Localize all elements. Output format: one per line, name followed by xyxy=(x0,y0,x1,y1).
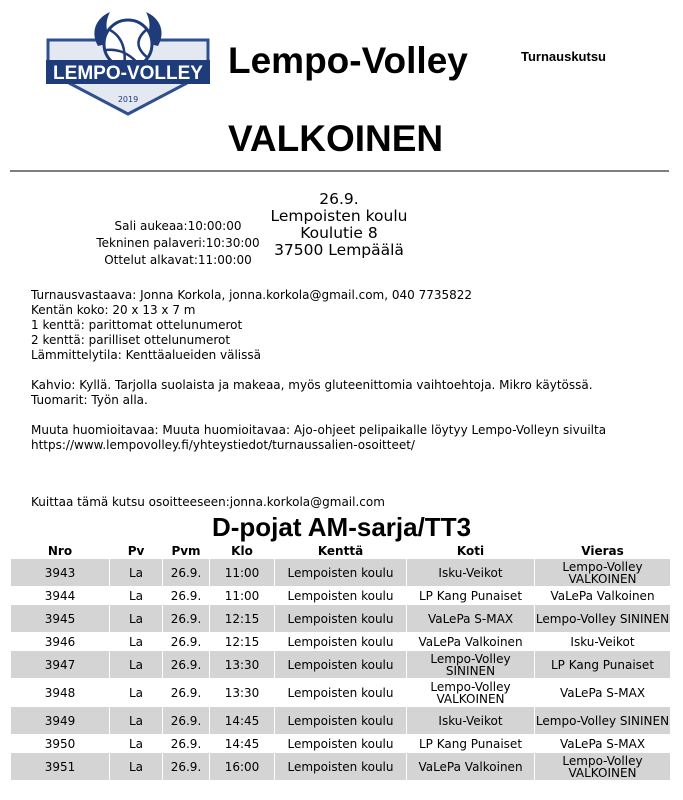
table-cell: 3950 xyxy=(11,735,110,753)
table-cell: 12:15 xyxy=(210,605,275,633)
info-line: Tuomarit: Työn alla. xyxy=(31,393,148,407)
info-block xyxy=(31,288,606,453)
table-cell: La xyxy=(110,679,163,707)
table-cell: Lempo-Volley VALKOINEN xyxy=(535,753,671,781)
table-cell: 26.9. xyxy=(163,633,210,651)
schedule-block xyxy=(88,218,268,269)
meeting-time: Tekninen palaveri:10:30:00 xyxy=(96,236,260,250)
table-row xyxy=(11,587,671,605)
team-title: VALKOINEN xyxy=(228,118,444,159)
table-cell: La xyxy=(110,651,163,679)
table-cell: VaLePa S-MAX xyxy=(535,735,671,753)
table-cell: La xyxy=(110,587,163,605)
hall-opens-time: Sali aukeaa:10:00:00 xyxy=(114,219,242,233)
info-line: Turnausvastaava: Jonna Korkola, jonna.korkola@gmail.com, 040 7735822 xyxy=(31,288,473,302)
logo-year: 2019 xyxy=(117,95,139,104)
table-cell: Isku-Veikot xyxy=(407,559,535,587)
table-cell: Lempoisten koulu xyxy=(275,679,407,707)
column-header: Pvm xyxy=(171,543,201,558)
lempo-volley-logo xyxy=(40,10,216,116)
table-cell: 26.9. xyxy=(163,605,210,633)
table-row xyxy=(11,753,671,781)
table-row xyxy=(11,559,671,587)
table-cell: Lempo-Volley SININEN xyxy=(535,605,671,633)
table-cell: Lempo-Volley VALKOINEN xyxy=(535,559,671,587)
table-cell: VaLePa Valkoinen xyxy=(407,753,535,781)
table-cell: 3948 xyxy=(11,679,110,707)
column-header: Kenttä xyxy=(317,543,364,558)
table-cell: Lempoisten koulu xyxy=(275,633,407,651)
table-row xyxy=(11,651,671,679)
table-cell: 14:45 xyxy=(210,707,275,735)
table-row xyxy=(11,605,671,633)
table-cell: 3949 xyxy=(11,707,110,735)
table-row xyxy=(11,633,671,651)
header-divider xyxy=(10,170,669,172)
table-cell: Lempoisten koulu xyxy=(275,587,407,605)
table-cell: 12:15 xyxy=(210,633,275,651)
acknowledge-text: Kuittaa tämä kutsu osoitteeseen:jonna.korkola@gmail.com xyxy=(31,495,385,509)
table-cell: La xyxy=(110,633,163,651)
column-header: Nro xyxy=(47,543,73,558)
table-cell: Lempoisten koulu xyxy=(275,735,407,753)
table-cell: 11:00 xyxy=(210,559,275,587)
table-cell: 13:30 xyxy=(210,651,275,679)
tournament-date: 26.9. xyxy=(319,190,359,208)
info-line: Kahvio: Kyllä. Tarjolla suolaista ja makeaa, myös gluteenittomia vaihtoehtoja. Mikro käytössä. xyxy=(31,378,593,392)
table-cell: Isku-Veikot xyxy=(407,707,535,735)
venue-city: 37500 Lempäälä xyxy=(274,241,404,259)
brand-title: Lempo-Volley xyxy=(228,40,468,81)
document-type: Turnauskutsu xyxy=(521,49,606,64)
table-cell: La xyxy=(110,559,163,587)
info-line: Kentän koko: 20 x 13 x 7 m xyxy=(31,303,196,317)
table-cell: La xyxy=(110,735,163,753)
logo-text: LEMPO-VOLLEY xyxy=(53,63,203,84)
venue-block xyxy=(250,191,428,259)
column-header: Klo xyxy=(231,543,253,558)
series-title: D-pojat AM-sarja/TT3 xyxy=(211,512,472,542)
games-start-time: Ottelut alkavat:11:00:00 xyxy=(104,253,252,267)
table-cell: 26.9. xyxy=(163,679,210,707)
table-cell: 26.9. xyxy=(163,735,210,753)
table-header-row xyxy=(11,543,671,559)
table-cell: La xyxy=(110,753,163,781)
table-cell: 11:00 xyxy=(210,587,275,605)
table-cell: LP Kang Punaiset xyxy=(407,587,535,605)
table-cell: Lempoisten koulu xyxy=(275,559,407,587)
table-cell: 14:45 xyxy=(210,735,275,753)
info-link[interactable]: https://www.lempovolley.fi/yhteystiedot/turnaussalien-osoitteet/ xyxy=(31,438,415,452)
table-cell: 3946 xyxy=(11,633,110,651)
table-cell: 26.9. xyxy=(163,559,210,587)
table-cell: Lempoisten koulu xyxy=(275,707,407,735)
table-cell: 26.9. xyxy=(163,707,210,735)
table-cell: VaLePa S-MAX xyxy=(535,679,671,707)
table-cell: Lempoisten koulu xyxy=(275,605,407,633)
table-cell: 13:30 xyxy=(210,679,275,707)
info-line: 1 kenttä: parittomat ottelunumerot xyxy=(31,318,243,332)
table-cell: 3945 xyxy=(11,605,110,633)
column-header: Pv xyxy=(127,543,145,558)
venue-name: Lempoisten koulu xyxy=(270,207,408,225)
table-cell: 26.9. xyxy=(163,651,210,679)
table-cell: 16:00 xyxy=(210,753,275,781)
table-cell: Lempoisten koulu xyxy=(275,651,407,679)
venue-street: Koulutie 8 xyxy=(300,224,378,242)
info-line xyxy=(31,363,606,378)
info-line: Lämmittelytila: Kenttäalueiden välissä xyxy=(31,348,261,362)
table-cell: 26.9. xyxy=(163,753,210,781)
table-cell: Isku-Veikot xyxy=(535,633,671,651)
table-cell: LP Kang Punaiset xyxy=(535,651,671,679)
table-cell: VaLePa Valkoinen xyxy=(535,587,671,605)
table-cell: Lempo-Volley SININEN xyxy=(407,651,535,679)
table-cell: VaLePa S-MAX xyxy=(407,605,535,633)
info-line xyxy=(31,408,606,423)
games-table xyxy=(10,543,671,781)
table-cell: 3947 xyxy=(11,651,110,679)
table-cell: 3951 xyxy=(11,753,110,781)
table-cell: 3943 xyxy=(11,559,110,587)
table-row xyxy=(11,679,671,707)
table-cell: Lempoisten koulu xyxy=(275,753,407,781)
games-table-body xyxy=(11,559,671,781)
info-line: Muuta huomioitavaa: Muuta huomioitavaa: Ajo-ohjeet pelipaikalle löytyy Lempo-Volleyn sivuilta xyxy=(31,423,607,437)
table-cell: 3944 xyxy=(11,587,110,605)
table-row xyxy=(11,735,671,753)
table-cell: Lempo-Volley VALKOINEN xyxy=(407,679,535,707)
info-line: 2 kenttä: parilliset ottelunumerot xyxy=(31,333,231,347)
table-row xyxy=(11,707,671,735)
table-cell: 26.9. xyxy=(163,587,210,605)
table-cell: VaLePa Valkoinen xyxy=(407,633,535,651)
table-cell: LP Kang Punaiset xyxy=(407,735,535,753)
column-header: Koti xyxy=(456,543,485,558)
table-cell: La xyxy=(110,707,163,735)
table-cell: Lempo-Volley SININEN xyxy=(535,707,671,735)
column-header: Vieras xyxy=(581,543,624,558)
table-cell: La xyxy=(110,605,163,633)
